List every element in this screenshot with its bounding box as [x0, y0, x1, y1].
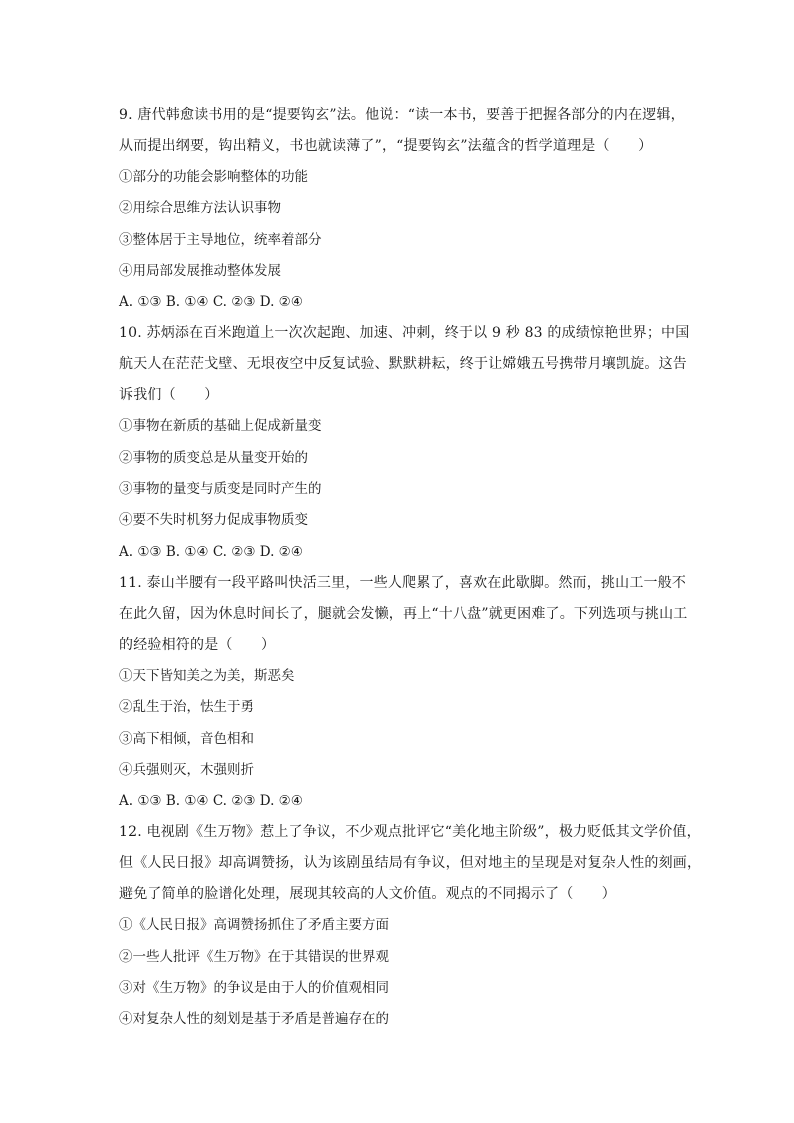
- question-12: [119, 817, 702, 1035]
- question-list: [119, 100, 702, 1036]
- option-item: ②用综合思维方法认识事物: [119, 200, 281, 217]
- question-stem-line: 但《人民日报》却高调赞扬，认为该剧虽结局有争议，但对地主的呈现是对复杂人性的刻画，: [119, 855, 702, 872]
- option-item: ②一些人批评《生万物》在于其错误的世界观: [119, 948, 389, 965]
- question-stem-line: 10. 苏炳添在百米跑道上一次次起跑、加速、冲刺，终于以 9 秒 83 的成绩惊艳世界；中国: [119, 325, 690, 342]
- option-item: ④用局部发展推动整体发展: [119, 262, 281, 279]
- option-item: ④要不失时机努力促成事物质变: [119, 512, 308, 529]
- option-item: ①《人民日报》高调赞扬抓住了矛盾主要方面: [119, 917, 389, 934]
- question-stem-line: 航天人在茫茫戈壁、无垠夜空中反复试验、默默耕耘，终于让嫦娥五号携带月壤凯旋。这告: [119, 356, 687, 373]
- option-item: ①天下皆知美之为美，斯恶矣: [119, 667, 295, 684]
- answer-choices: A. ①③ B. ①④ C. ②③ D. ②④: [119, 793, 303, 810]
- option-item: ③对《生万物》的争议是由于人的价值观相同: [119, 980, 389, 997]
- question-stem-line: 12. 电视剧《生万物》惹上了争议，不少观点批评它“美化地主阶级”，极力贬低其文学价值，: [119, 824, 701, 841]
- question-10: [119, 318, 690, 567]
- option-item: ③整体居于主导地位，统率着部分: [119, 231, 322, 248]
- option-item: ①部分的功能会影响整体的功能: [119, 169, 308, 185]
- answer-choices: A. ①③ B. ①④ C. ②③ D. ②④: [119, 294, 303, 311]
- option-item: ④兵强则灭，木强则折: [119, 761, 254, 778]
- option-item: ③高下相倾，音色相和: [119, 730, 254, 747]
- option-item: ③事物的量变与质变是同时产生的: [119, 481, 322, 498]
- option-item: ②乱生于治，怯生于勇: [119, 699, 254, 716]
- question-stem-line: 从而提出纲要，钩出精义，书也就读薄了”，“提要钩玄”法蕴含的哲学道理是（ ）: [119, 138, 653, 154]
- question-stem-line: 避免了简单的脸谱化处理，展现其较高的人文价值。观点的不同揭示了（ ）: [119, 886, 616, 903]
- question-stem-line: 的经验相符的是（ ）: [119, 636, 276, 653]
- question-stem-line: 11. 泰山半腰有一段平路叫快活三里，一些人爬累了，喜欢在此歇脚。然而，挑山工一般不: [119, 574, 687, 591]
- option-item: ④对复杂人性的刻划是基于矛盾是普遍存在的: [119, 1011, 389, 1028]
- question-9: [119, 100, 685, 318]
- question-stem-line: 诉我们（ ）: [119, 387, 219, 404]
- question-stem-line: 在此久留，因为休息时间长了，腿就会发懒，再上“十八盘”就更困难了。下列选项与挑山工: [119, 605, 688, 622]
- answer-choices: A. ①③ B. ①④ C. ②③ D. ②④: [119, 543, 303, 560]
- option-item: ②事物的质变总是从量变开始的: [119, 449, 308, 466]
- question-stem-line: 9. 唐代韩愈读书用的是“提要钩玄”法。他说：“读一本书，要善于把握各部分的内在逻辑，: [119, 107, 685, 123]
- question-11: [119, 568, 688, 817]
- option-item: ①事物在新质的基础上促成新量变: [119, 418, 322, 435]
